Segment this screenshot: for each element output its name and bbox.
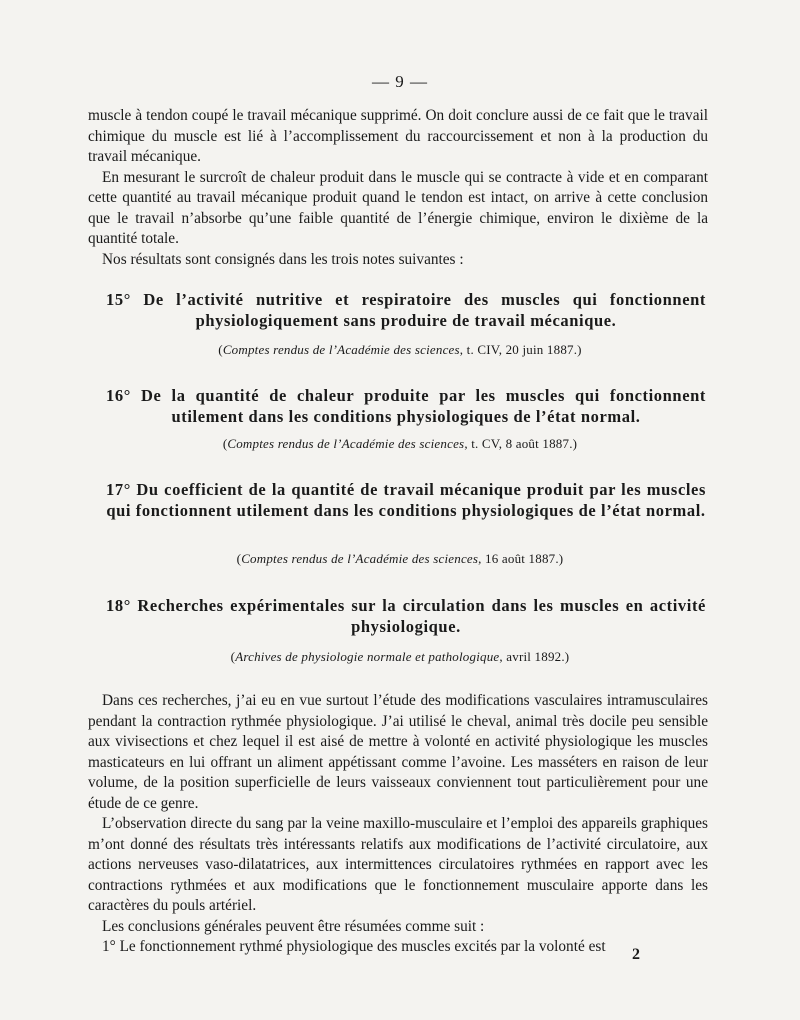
note-heading-15 (106, 289, 706, 331)
citation-source: Comptes rendus de l’Académie des sciences (222, 342, 460, 357)
note-number: 18° (106, 596, 131, 615)
note-title: Recherches expérimentales sur la circulation dans les muscles en activité physiologique. (137, 596, 706, 636)
citation-open: ( (222, 436, 228, 451)
note-citation-15 (0, 342, 800, 358)
note-citation-17 (0, 551, 800, 567)
citation-open: ( (230, 649, 236, 664)
intro-text (88, 106, 708, 270)
page-number: — 9 — (372, 72, 428, 91)
paragraph: muscle à tendon coupé le travail mécanique supprimé. On doit conclure aussi de ce fait que le travail chimique du muscle est lié à l’accomplissement du raccourcissement et non à la production du travail mécanique. (88, 107, 708, 165)
note-title: De la quantité de chaleur produite par les muscles qui fonctionnent utilement dans les conditions physiologiques de l’état normal. (141, 386, 706, 426)
note-heading-16 (106, 385, 706, 427)
note-number: 16° (106, 386, 131, 405)
paragraph: En mesurant le surcroît de chaleur produit dans le muscle qui se contracte à vide et en comparant cette quantité au travail mécanique produit quand le tendon est intact, on arrive à cette conclusion que le travail n’absorbe qu’une faible quantité de l’énergie chimique, environ le dixième de la quantité totale. (88, 168, 708, 247)
citation-details: , t. CV, 8 août 1887.) (464, 436, 578, 451)
paragraph: L’observation directe du sang par la veine maxillo-musculaire et l’emploi des appareils graphiques m’ont donné des résultats très intéressants relatifs aux modifications de l’activité circulatoire, aux actions nerveuses vaso-dilatatrices, aux intermittences circulatoires rythmées en rapport avec les contractions rythmées et aux modifications que le fonctionnement musculaire apporte dans les caractères du pouls artériel. (88, 815, 708, 914)
note-title: De l’activité nutritive et respiratoire des muscles qui fonctionnent physiologiquement sans produire de travail mécanique. (143, 290, 706, 330)
note-number: 17° (106, 480, 131, 499)
citation-source: Comptes rendus de l’Académie des sciences (227, 436, 465, 451)
citation-source: Comptes rendus de l’Académie des sciences (241, 551, 479, 566)
lower-text (88, 691, 708, 958)
citation-open: ( (218, 342, 223, 357)
paragraph: Nos résultats sont consignés dans les trois notes suivantes : (102, 250, 464, 268)
paragraph: 1° Le fonctionnement rythmé physiologique des muscles excités par la volonté est (102, 938, 606, 955)
note-number: 15° (106, 290, 131, 309)
citation-details: , avril 1892.) (499, 649, 570, 664)
note-citation-16 (0, 436, 800, 452)
note-heading-18 (106, 595, 706, 637)
paragraph: Les conclusions générales peuvent être résumées comme suit : (102, 917, 485, 935)
note-citation-18 (0, 649, 800, 665)
citation-open: ( (236, 551, 242, 566)
citation-details: , t. CIV, 20 juin 1887.) (459, 342, 582, 357)
note-heading-17 (106, 479, 706, 521)
citation-source: Archives de physiologie normale et pathologique (235, 649, 500, 664)
paragraph: Dans ces recherches, j’ai eu en vue surtout l’étude des modifications vasculaires intramusculaires pendant la contraction rythmée physiologique. J’ai utilisé le cheval, animal très docile peu sensible aux vivisections et chez lequel il est aisé de mettre à volonté en activité physiologique les muscles masticateurs en lui offrant un aliment appétissant comme l’avoine. Les masséters en raison de leur volume, de la position superficielle de leurs vaisseaux conviennent tout particulièrement pour une étude de ce genre. (88, 692, 708, 812)
citation-details: , 16 août 1887.) (478, 551, 564, 566)
note-title: Du coefficient de la quantité de travail mécanique produit par les muscles qui fonctionnent utilement dans les conditions physiologiques de l’état normal. (106, 480, 706, 520)
signature-mark: 2 (632, 946, 640, 963)
